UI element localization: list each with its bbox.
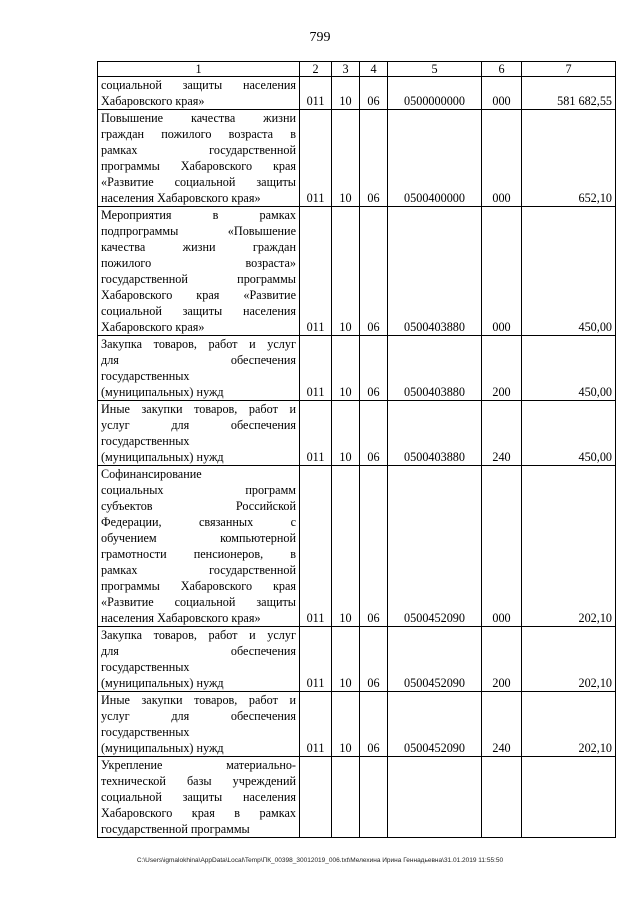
subsection-cell: 06 bbox=[360, 110, 388, 207]
row-name-line: обучением компьютерной bbox=[101, 531, 296, 545]
row-name-line: социальной защиты населения bbox=[101, 304, 296, 318]
row-name-line: государственной программы bbox=[101, 822, 250, 836]
row-name-line: «Развитие социальной защиты bbox=[101, 175, 296, 189]
code-cell: 011 bbox=[300, 466, 332, 627]
row-name-cell bbox=[98, 757, 300, 838]
table-row bbox=[98, 336, 616, 401]
target-article-cell: 0500452090 bbox=[388, 627, 482, 692]
section-cell: 10 bbox=[332, 401, 360, 466]
expense-type-cell: 240 bbox=[482, 401, 522, 466]
amount-cell: 450,00 bbox=[522, 207, 616, 336]
row-name-line: социальных программ bbox=[101, 483, 296, 497]
row-name-line: услуг для обеспечения bbox=[101, 709, 296, 723]
section-cell: 10 bbox=[332, 110, 360, 207]
header-cell: 6 bbox=[482, 62, 522, 77]
row-name-line: Иные закупки товаров, работ и bbox=[101, 693, 296, 707]
code-cell: 011 bbox=[300, 336, 332, 401]
subsection-cell: 06 bbox=[360, 627, 388, 692]
amount-cell: 652,10 bbox=[522, 110, 616, 207]
amount-cell: 202,10 bbox=[522, 692, 616, 757]
row-name-line: Федерации, связанных с bbox=[101, 515, 296, 529]
row-name-line: населения Хабаровского края» bbox=[101, 191, 261, 205]
table-row bbox=[98, 692, 616, 757]
expense-type-cell: 200 bbox=[482, 627, 522, 692]
amount-cell: 581 682,55 bbox=[522, 77, 616, 110]
table-row bbox=[98, 627, 616, 692]
row-name-line: государственных bbox=[101, 369, 190, 383]
amount-cell: 202,10 bbox=[522, 466, 616, 627]
section-cell: 10 bbox=[332, 627, 360, 692]
target-article-cell bbox=[388, 757, 482, 838]
row-name-line: субъектов Российской bbox=[101, 499, 296, 513]
file-path-footer: C:\Users\igmalokhina\AppData\Local\Temp\ПК_00398_30012019_006.txt\Мелехина Ирина Геннадьевна\31.01.2019 11:55:50 bbox=[136, 857, 504, 864]
row-name-line: для обеспечения bbox=[101, 644, 296, 658]
page-number: 799 bbox=[309, 30, 331, 45]
row-name-line: государственных bbox=[101, 660, 190, 674]
header-cell: 7 bbox=[522, 62, 616, 77]
row-name-line: «Развитие социальной защиты bbox=[101, 595, 296, 609]
header-cell: 4 bbox=[360, 62, 388, 77]
code-cell: 011 bbox=[300, 692, 332, 757]
subsection-cell: 06 bbox=[360, 466, 388, 627]
row-name-cell bbox=[98, 692, 300, 757]
row-name-line: Повышение качества жизни bbox=[101, 111, 296, 125]
subsection-cell: 06 bbox=[360, 207, 388, 336]
amount-cell: 450,00 bbox=[522, 401, 616, 466]
row-name-cell bbox=[98, 77, 300, 110]
row-name-cell bbox=[98, 110, 300, 207]
table-row bbox=[98, 207, 616, 336]
budget-table bbox=[97, 61, 616, 838]
header-cell: 2 bbox=[300, 62, 332, 77]
row-name-line: Закупка товаров, работ и услуг bbox=[101, 628, 296, 642]
expense-type-cell: 240 bbox=[482, 692, 522, 757]
row-name-line: услуг для обеспечения bbox=[101, 418, 296, 432]
row-name-cell bbox=[98, 466, 300, 627]
code-cell: 011 bbox=[300, 627, 332, 692]
row-name-line: (муниципальных) нужд bbox=[101, 676, 224, 690]
subsection-cell: 06 bbox=[360, 336, 388, 401]
code-cell: 011 bbox=[300, 110, 332, 207]
row-name-line: рамках государственной bbox=[101, 563, 296, 577]
header-cell: 5 bbox=[388, 62, 482, 77]
row-name-line: качества жизни граждан bbox=[101, 240, 296, 254]
expense-type-cell: 000 bbox=[482, 466, 522, 627]
table-row bbox=[98, 77, 616, 110]
row-name-line: социальной защиты населения bbox=[101, 790, 296, 804]
target-article-cell: 0500452090 bbox=[388, 466, 482, 627]
table-row bbox=[98, 110, 616, 207]
target-article-cell: 0500000000 bbox=[388, 77, 482, 110]
header-cell: 1 bbox=[98, 62, 300, 77]
amount-cell bbox=[522, 757, 616, 838]
section-cell: 10 bbox=[332, 466, 360, 627]
section-cell bbox=[332, 757, 360, 838]
row-name-line: Мероприятия в рамках bbox=[101, 208, 296, 222]
expense-type-cell bbox=[482, 757, 522, 838]
amount-cell: 202,10 bbox=[522, 627, 616, 692]
row-name-line: (муниципальных) нужд bbox=[101, 450, 224, 464]
subsection-cell: 06 bbox=[360, 77, 388, 110]
table-row bbox=[98, 401, 616, 466]
code-cell: 011 bbox=[300, 401, 332, 466]
target-article-cell: 0500452090 bbox=[388, 692, 482, 757]
code-cell: 011 bbox=[300, 77, 332, 110]
row-name-line: Иные закупки товаров, работ и bbox=[101, 402, 296, 416]
row-name-line: программы Хабаровского края bbox=[101, 159, 296, 173]
row-name-line: программы Хабаровского края bbox=[101, 579, 296, 593]
amount-cell: 450,00 bbox=[522, 336, 616, 401]
section-cell: 10 bbox=[332, 207, 360, 336]
target-article-cell: 0500403880 bbox=[388, 401, 482, 466]
row-name-line: технической базы учреждений bbox=[101, 774, 296, 788]
row-name-line: Хабаровского края в рамках bbox=[101, 806, 296, 820]
row-name-line: государственной программы bbox=[101, 272, 296, 286]
target-article-cell: 0500403880 bbox=[388, 207, 482, 336]
row-name-line: граждан пожилого возраста в bbox=[101, 127, 296, 141]
row-name-line: населения Хабаровского края» bbox=[101, 611, 261, 625]
table-header-row bbox=[98, 62, 616, 77]
row-name-line: подпрограммы «Повышение bbox=[101, 224, 296, 238]
row-name-line: Софинансирование bbox=[101, 467, 202, 481]
row-name-line: государственных bbox=[101, 725, 190, 739]
expense-type-cell: 000 bbox=[482, 77, 522, 110]
header-cell: 3 bbox=[332, 62, 360, 77]
row-name-line: Хабаровского края «Развитие bbox=[101, 288, 296, 302]
expense-type-cell: 000 bbox=[482, 207, 522, 336]
row-name-line: (муниципальных) нужд bbox=[101, 741, 224, 755]
row-name-cell bbox=[98, 207, 300, 336]
code-cell: 011 bbox=[300, 207, 332, 336]
section-cell: 10 bbox=[332, 692, 360, 757]
row-name-cell bbox=[98, 401, 300, 466]
row-name-cell bbox=[98, 336, 300, 401]
row-name-line: (муниципальных) нужд bbox=[101, 385, 224, 399]
section-cell: 10 bbox=[332, 336, 360, 401]
subsection-cell: 06 bbox=[360, 401, 388, 466]
expense-type-cell: 000 bbox=[482, 110, 522, 207]
row-name-line: Хабаровского края» bbox=[101, 94, 205, 108]
section-cell: 10 bbox=[332, 77, 360, 110]
target-article-cell: 0500403880 bbox=[388, 336, 482, 401]
table-row bbox=[98, 757, 616, 838]
row-name-line: социальной защиты населения bbox=[101, 78, 296, 92]
row-name-line: Закупка товаров, работ и услуг bbox=[101, 337, 296, 351]
expense-type-cell: 200 bbox=[482, 336, 522, 401]
row-name-line: Укрепление материально- bbox=[101, 758, 296, 772]
table-row bbox=[98, 466, 616, 627]
row-name-line: пожилого возраста» bbox=[101, 256, 296, 270]
row-name-cell bbox=[98, 627, 300, 692]
subsection-cell: 06 bbox=[360, 692, 388, 757]
code-cell bbox=[300, 757, 332, 838]
target-article-cell: 0500400000 bbox=[388, 110, 482, 207]
row-name-line: государственных bbox=[101, 434, 190, 448]
subsection-cell bbox=[360, 757, 388, 838]
row-name-line: Хабаровского края» bbox=[101, 320, 205, 334]
row-name-line: для обеспечения bbox=[101, 353, 296, 367]
row-name-line: рамках государственной bbox=[101, 143, 296, 157]
row-name-line: грамотности пенсионеров, в bbox=[101, 547, 296, 561]
